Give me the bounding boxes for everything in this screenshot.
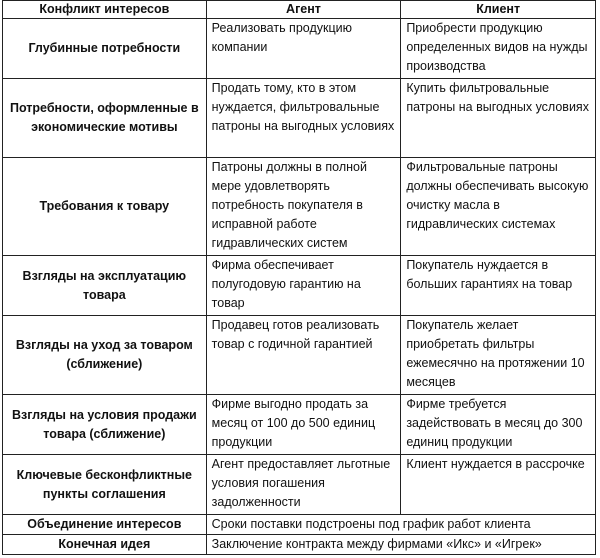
merged-row: [3, 535, 596, 555]
agent-cell: Патроны должны в полной мере удовлетворять потребность покупателя в исправной работе гидравлических систем: [206, 158, 401, 256]
row-label: Требования к товару: [3, 158, 207, 256]
agent-cell: Фирма обеспечивает полугодовую гарантию на товар: [206, 256, 401, 316]
row-label: Взгляды на условия продажи товара (сближение): [3, 395, 207, 455]
merged-row: [3, 515, 596, 535]
negotiation-table: [2, 0, 596, 555]
agent-cell: Продать тому, кто в этом нуждается, фильтровальные патроны на выгодных условиях: [206, 79, 401, 158]
client-cell: Приобрести продукцию определенных видов на нужды производства: [401, 19, 596, 79]
row-label: Потребности, оформленные в экономические мотивы: [3, 79, 207, 158]
client-cell: Клиент нуждается в рассрочке: [401, 455, 596, 515]
merged-value-cell: Заключение контракта между фирмами «Икс» и «Игрек»: [206, 535, 595, 555]
client-cell: Фильтровальные патроны должны обеспечивать высокую очистку масла в гидравлических системах: [401, 158, 596, 256]
table-row: [3, 158, 596, 256]
client-cell: Покупатель нуждается в больших гарантиях на товар: [401, 256, 596, 316]
agent-cell: Реализовать продукцию компании: [206, 19, 401, 79]
row-label: Ключевые бесконфликтные пункты соглашения: [3, 455, 207, 515]
client-cell: Фирме требуется задействовать в месяц до 300 единиц продукции: [401, 395, 596, 455]
table-row: [3, 79, 596, 158]
table-row: [3, 19, 596, 79]
header-client: Клиент: [401, 1, 596, 19]
row-label: Конечная идея: [3, 535, 207, 555]
client-cell: Покупатель желает приобретать фильтры ежемесячно на протяжении 10 месяцев: [401, 316, 596, 395]
header-agent: Агент: [206, 1, 401, 19]
table-row: [3, 316, 596, 395]
row-label: Взгляды на эксплуатацию товара: [3, 256, 207, 316]
agent-cell: Продавец готов реализовать товар с годичной гарантией: [206, 316, 401, 395]
header-conflict: Конфликт интересов: [3, 1, 207, 19]
row-label: Взгляды на уход за товаром (сближение): [3, 316, 207, 395]
agent-cell: Фирме выгодно продать за месяц от 100 до 500 единиц продукции: [206, 395, 401, 455]
merged-value-cell: Сроки поставки подстроены под график работ клиента: [206, 515, 595, 535]
agent-cell: Агент предоставляет льготные условия погашения задолженности: [206, 455, 401, 515]
table-row: [3, 395, 596, 455]
table-row: [3, 256, 596, 316]
header-row: [3, 1, 596, 19]
client-cell: Купить фильтровальные патроны на выгодных условиях: [401, 79, 596, 158]
row-label: Глубинные потребности: [3, 19, 207, 79]
row-label: Объединение интересов: [3, 515, 207, 535]
table-row: [3, 455, 596, 515]
